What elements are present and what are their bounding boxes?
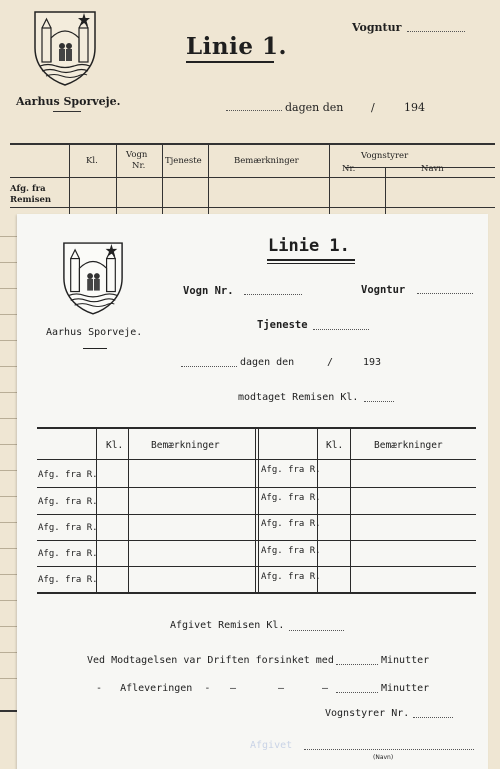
front-row-label-left-2: Afg. fra R. (38, 497, 98, 507)
front-col-sep-3b (258, 429, 259, 592)
front-vogn-nr-label: Vogn Nr. (183, 285, 234, 297)
front-tjeneste-field[interactable] (313, 329, 369, 330)
back-col-sep-5 (329, 145, 330, 215)
front-tjeneste-label: Tjeneste (257, 319, 308, 331)
back-col-sep-4 (208, 145, 209, 215)
front-col-bem-left: Bemærkninger (151, 440, 220, 451)
back-table-row-rule (10, 207, 495, 208)
front-date-slash: / (327, 357, 334, 368)
front-col-sep-3a (255, 429, 256, 592)
back-col-sep-2 (116, 145, 117, 215)
back-col-sep-6 (385, 167, 386, 215)
front-vogntur-label: Vogntur (361, 284, 406, 296)
front-form-title: Linie 1. (268, 236, 350, 256)
back-row-label-1: Afg. fra (10, 184, 46, 194)
front-org-name: Aarhus Sporveje. (46, 327, 143, 338)
back-form-title: Linie 1. (186, 33, 288, 60)
front-faded-afgivet: Afgivet (250, 740, 293, 751)
front-dash-3: — (322, 683, 329, 694)
front-col-kl-left: Kl. (106, 440, 124, 451)
front-minutter-2: Minutter (381, 683, 430, 694)
front-row-label-left-5: Afg. fra R. (38, 575, 98, 585)
front-minutter-1: Minutter (381, 655, 430, 666)
front-table-header-rule (37, 459, 476, 460)
front-table-row-rule (37, 540, 476, 541)
front-dagen-label: dagen den (240, 357, 295, 368)
front-table-row-rule (37, 566, 476, 567)
front-row-label-right-1: Afg. fra R. (261, 465, 321, 475)
front-org-underline (83, 348, 107, 349)
front-afgivet-label: Afgivet Remisen Kl. (170, 620, 285, 631)
front-row-label-right-4: Afg. fra R. (261, 546, 321, 556)
front-title-underline-thin (267, 263, 355, 264)
coat-of-arms-icon (61, 239, 125, 315)
back-col-vogn: Vogn (126, 150, 148, 160)
back-col-sep-1 (69, 145, 70, 215)
back-col-sep-3 (162, 145, 163, 215)
back-vogntur-label: Vogntur (352, 21, 402, 34)
front-navn-caption: (Navn) (373, 754, 394, 761)
back-vognstyrer-subrule (345, 167, 495, 168)
back-col-kl: Kl. (86, 156, 98, 166)
back-table-header-rule (10, 177, 495, 178)
front-col-sep-5 (350, 429, 351, 592)
back-col-vognstyrer-navn: Navn (421, 164, 444, 174)
back-dagen-label: dagen den (285, 101, 344, 114)
back-date-slash: / (371, 101, 375, 114)
front-modtaget-label: modtaget Remisen Kl. (238, 392, 359, 403)
front-dash-2: — (278, 683, 285, 694)
front-row-label-right-5: Afg. fra R. (261, 572, 321, 582)
front-date-field[interactable] (181, 366, 237, 367)
back-year: 194 (404, 101, 425, 114)
back-org-underline (53, 111, 81, 112)
front-dash-1: — (230, 683, 237, 694)
front-navn-field[interactable] (304, 749, 474, 750)
front-row-label-left-4: Afg. fra R. (38, 549, 98, 559)
back-vogntur-field[interactable] (407, 31, 465, 32)
back-col-vognstyrer: Vognstyrer (361, 151, 409, 161)
front-title-underline (267, 259, 355, 261)
front-table-top-rule (37, 427, 476, 429)
front-vogntur-field[interactable] (417, 293, 473, 294)
back-row-label-2: Remisen (10, 195, 52, 205)
front-col-bem-right: Bemærkninger (374, 440, 443, 451)
front-afleveringen-label: - Afleveringen - (96, 683, 211, 694)
front-forsinket-field[interactable] (336, 664, 378, 665)
back-col-bemaerkninger: Bemærkninger (234, 156, 299, 166)
front-row-label-left-1: Afg. fra R. (38, 470, 98, 480)
coat-of-arms-icon (32, 8, 98, 86)
front-col-kl-right: Kl. (326, 440, 344, 451)
front-col-sep-2 (128, 429, 129, 592)
back-col-tjeneste: Tjeneste (165, 156, 202, 166)
front-table-row-rule (37, 514, 476, 515)
front-afleveringen-field[interactable] (336, 692, 378, 693)
back-col-vogn-nr: Nr. (132, 161, 146, 171)
front-row-label-left-3: Afg. fra R. (38, 523, 98, 533)
front-year: 193 (363, 357, 382, 368)
front-vogn-nr-field[interactable] (244, 294, 302, 295)
front-modtaget-field[interactable] (364, 401, 394, 402)
front-col-sep-1 (96, 429, 97, 592)
back-table-top-rule (10, 143, 495, 145)
front-forsinket-label: Ved Modtagelsen var Driften forsinket med (87, 655, 334, 666)
back-org-name: Aarhus Sporveje. (16, 95, 121, 108)
back-col-vognstyrer-nr: Nr. (342, 164, 356, 174)
front-row-label-right-3: Afg. fra R. (261, 519, 321, 529)
front-afgivet-field[interactable] (289, 630, 344, 631)
front-form-sheet (17, 214, 488, 769)
front-row-label-right-2: Afg. fra R. (261, 493, 321, 503)
front-table-row-rule (37, 487, 476, 488)
front-table-bottom-rule (37, 592, 476, 594)
front-vognstyrer-label: Vognstyrer Nr. (325, 708, 410, 719)
back-title-underline (186, 61, 274, 63)
back-date-field[interactable] (226, 110, 282, 111)
front-vognstyrer-field[interactable] (413, 717, 453, 718)
front-col-sep-4 (317, 429, 318, 592)
